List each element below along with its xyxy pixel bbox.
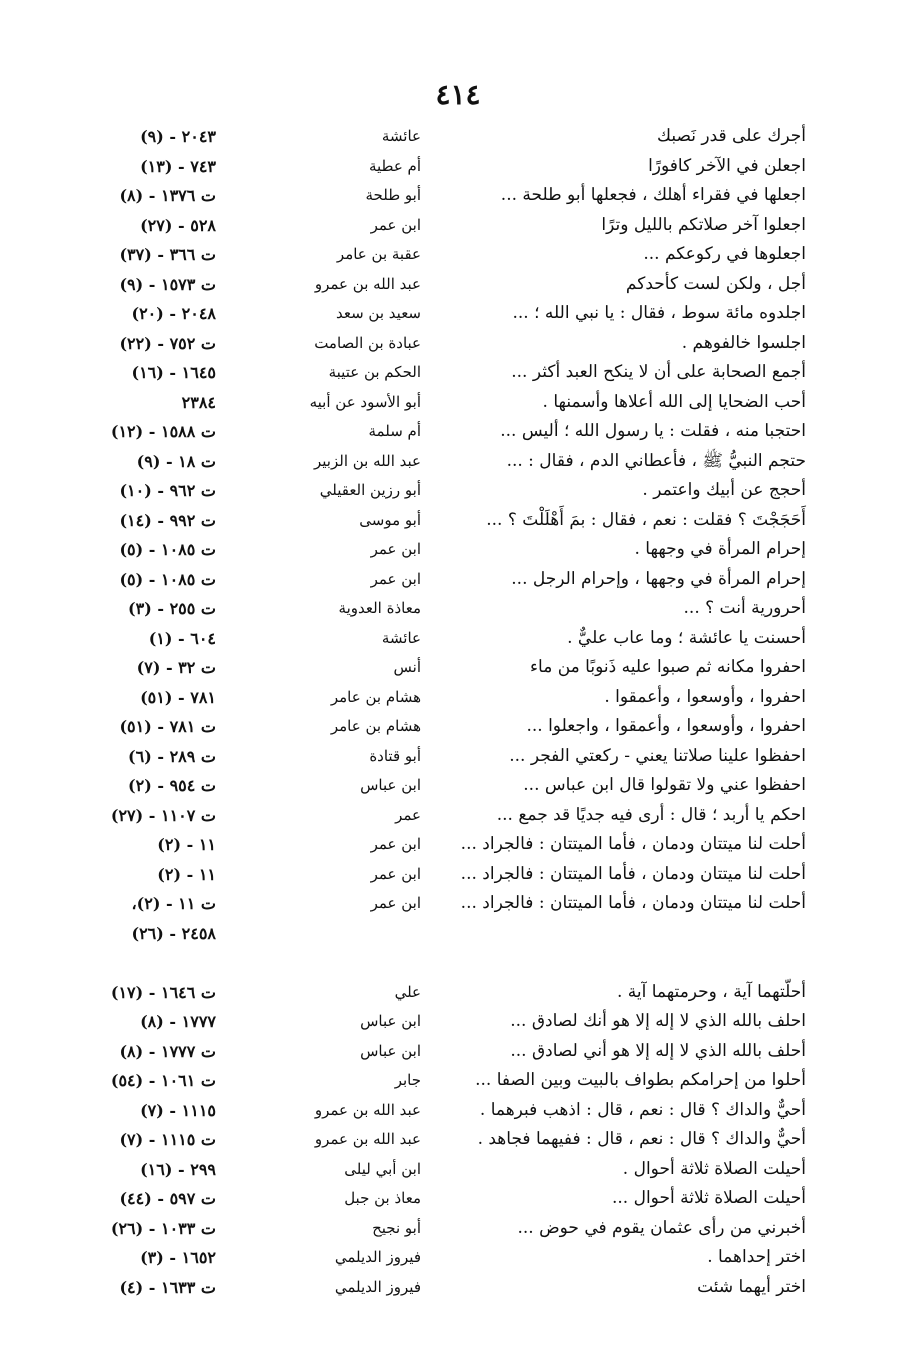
hadith-text: أحلت لنا ميتتان ودمان ، فأما الميتتان : فالجراد ...: [460, 863, 806, 884]
hadith-text: اجعلن في الآخر كافورًا: [648, 155, 806, 176]
narrator-name: هشام بن عامر: [330, 717, 421, 735]
narrator-name: أنس: [393, 658, 421, 676]
hadith-text: أحيلت الصلاة ثلاثة أحوال .: [622, 1158, 806, 1179]
hadith-text: اجلدوه مائة سوط ، فقال : يا نبي الله ؛ ...: [512, 303, 806, 323]
hadith-reference: ١٦٤٥ - (١٦): [131, 363, 216, 382]
index-entry-row: [0, 889, 916, 919]
narrator-name: فيروز الديلمي: [334, 1248, 421, 1266]
hadith-text: أحرورية أنت ؟ ...: [683, 598, 806, 618]
hadith-reference: ت ٩٩٢ - (١٤): [119, 510, 216, 530]
hadith-reference: ت ١١١٥ - (٧): [119, 1130, 216, 1149]
hadith-text: أَحَجَجْتَ ؟ فقلت : نعم ، فقال : بمَ أَهْلَلْتَ ؟ ...: [486, 509, 806, 530]
index-entry-row: [0, 329, 916, 359]
narrator-name: ابن عمر: [370, 215, 421, 234]
index-entry-row: [0, 1007, 916, 1037]
narrator-name: عبد الله بن عمرو: [314, 274, 421, 293]
index-entry-row: [0, 417, 916, 447]
hadith-text: حتجم النبيُّ ﷺ ، فأعطاني الدم ، فقال : ...: [506, 450, 806, 471]
narrator-name: هشام بن عامر: [330, 687, 421, 706]
index-entry-row: [0, 181, 916, 211]
hadith-text: اجعلوا آخر صلاتكم بالليل وترًا: [601, 214, 806, 235]
index-entry-row: [0, 653, 916, 683]
narrator-name: ابن عمر: [370, 864, 421, 883]
hadith-reference: ت ٩٥٤ - (٢): [128, 776, 216, 795]
index-entry-row: [0, 535, 916, 565]
hadith-text: أحيلت الصلاة ثلاثة أحوال ...: [611, 1188, 806, 1208]
index-entries: [0, 122, 916, 1302]
hadith-reference: ت ٣٦٦ - (٣٧): [119, 245, 216, 264]
hadith-reference: ت ٢٨٩ - (٦): [128, 746, 216, 766]
hadith-reference: ت ١٥٨٨ - (١٢): [110, 422, 216, 441]
hadith-text: احلف بالله الذي لا إله إلا هو أنك لصادق ...: [510, 1011, 806, 1031]
hadith-text: احفروا ، وأوسعوا ، وأعمقوا ، واجعلوا ...: [526, 716, 806, 736]
narrator-name: أبو نجيح: [372, 1218, 421, 1237]
hadith-reference: ت ١٠٦١ - (٥٤): [110, 1071, 216, 1090]
index-entry-row: [0, 506, 916, 536]
hadith-reference: ٢٩٩ - (١٦): [140, 1159, 216, 1179]
narrator-name: ابن عمر: [370, 835, 421, 853]
index-entry-row: [0, 358, 916, 388]
hadith-reference: ت ١٠٣٣ - (٢٦): [110, 1218, 216, 1238]
narrator-name: عبد الله بن عمرو: [314, 1100, 421, 1119]
hadith-text: اختر أيهما شئت: [697, 1276, 806, 1297]
hadith-text: احفظوا علينا صلاتنا يعني - ركعتي الفجر ...: [509, 745, 806, 766]
index-entry-row: [0, 1037, 916, 1067]
hadith-text: أجمع الصحابة على أن لا ينكح العبد أكثر ...: [511, 362, 806, 382]
hadith-text: احفروا ، وأوسعوا ، وأعمقوا .: [604, 686, 806, 707]
index-entry-row: [0, 270, 916, 300]
narrator-name: فيروز الديلمي: [334, 1277, 421, 1296]
hadith-text: إحرام المرأة في وجهها .: [634, 539, 806, 559]
hadith-text: اجعلها في فقراء أهلك ، فجعلها أبو طلحة ...: [500, 185, 806, 205]
narrator-name: عبد الله بن عمرو: [314, 1130, 421, 1148]
index-entry-row: [0, 1243, 916, 1273]
narrator-name: معاذ بن جبل: [344, 1189, 421, 1207]
narrator-name: ابن أبي ليلى: [344, 1159, 421, 1178]
hadith-text: أحلّتهما آية ، وحرمتهما آية .: [616, 981, 806, 1002]
narrator-name: عقبة بن عامر: [336, 245, 421, 263]
index-entry-row: [0, 299, 916, 329]
narrator-name: أبو قتادة: [369, 746, 421, 765]
hadith-reference: ت ١٣٧٦ - (٨): [119, 186, 216, 205]
narrator-name: أبو طلحة: [365, 186, 421, 204]
narrator-name: أم سلمة: [368, 422, 421, 440]
hadith-text: أحب الضحايا إلى الله أعلاها وأسمنها .: [542, 391, 806, 412]
narrator-name: سعيد بن سعد: [335, 304, 421, 322]
hadith-text: اجلسوا خالفوهم .: [681, 332, 806, 353]
index-entry-row: [0, 1184, 916, 1214]
narrator-name: الحكم بن عتيبة: [328, 363, 421, 381]
hadith-text: احكم يا أربد ؛ قال : أرى فيه جديًا قد جمع ...: [496, 804, 806, 825]
narrator-name: ابن عباس: [360, 1012, 421, 1030]
hadith-text: أخبرني من رأى عثمان يقوم في حوض ...: [517, 1217, 806, 1238]
index-entry-row: [0, 801, 916, 831]
index-entry-row: [0, 211, 916, 241]
narrator-name: عبد الله بن الزبير: [314, 451, 421, 470]
index-entry-row: [0, 1155, 916, 1185]
hadith-reference: ٦٠٤ - (١): [148, 628, 216, 648]
hadith-reference: ت ١٠٨٥ - (٥): [119, 540, 216, 559]
index-entry-row: [0, 712, 916, 742]
hadith-reference: ت ١١ - (٢)،: [131, 894, 216, 913]
hadith-reference: ت ٩٦٢ - (١٠): [119, 481, 216, 500]
hadith-reference: ت ٧٨١ - (٥١): [119, 717, 216, 736]
hadith-reference: ٢٠٤٨ - (٢٠): [131, 304, 216, 323]
hadith-reference: ت ١٨ - (٩): [136, 451, 216, 471]
index-entry-row: [0, 1066, 916, 1096]
hadith-text: أحلوا من إحرامكم بطواف بالبيت وبين الصفا ...: [475, 1070, 806, 1090]
narrator-name: أبو الأسود عن أبيه: [309, 392, 421, 411]
index-entry-row: [0, 565, 916, 595]
narrator-name: ابن عباس: [360, 1041, 421, 1060]
index-entry-row: [0, 476, 916, 506]
hadith-text: أحلت لنا ميتتان ودمان ، فأما الميتتان : فالجراد ...: [460, 893, 806, 913]
narrator-name: عبادة بن الصامت: [314, 333, 421, 352]
hadith-text: احفروا مكانه ثم صبوا عليه ذَنوبًا من ماء: [530, 657, 806, 677]
hadith-reference: ١١ - (٢): [157, 835, 216, 854]
hadith-reference: ت ١٠٨٥ - (٥): [119, 569, 216, 589]
index-entry-row: [0, 978, 916, 1008]
row-spacer: [0, 948, 916, 978]
hadith-text: اجعلوها في ركوعكم ...: [643, 244, 806, 264]
narrator-name: أبو رزين العقيلي: [319, 481, 421, 499]
hadith-reference: ١٧٧٧ - (٨): [140, 1012, 216, 1031]
hadith-text: أحلف بالله الذي لا إله إلا هو أني لصادق ...: [510, 1040, 806, 1061]
hadith-reference: ١٦٥٢ - (٣): [140, 1248, 216, 1267]
hadith-text: احفظوا عني ولا تقولوا قال ابن عباس ...: [523, 775, 806, 795]
hadith-text: أحجج عن أبيك واعتمر .: [642, 480, 806, 500]
index-entry-row: [0, 1096, 916, 1126]
index-entry-row: [0, 860, 916, 890]
narrator-name: ابن عمر: [370, 894, 421, 912]
hadith-reference: ٧٤٣ - (١٣): [140, 156, 216, 176]
narrator-name: أبو موسى: [359, 510, 421, 529]
hadith-reference: ت ٥٩٧ - (٤٤): [119, 1189, 216, 1208]
hadith-text: أجل ، ولكن لست كأحدكم: [625, 273, 806, 294]
index-entry-row: [0, 1273, 916, 1303]
hadith-reference: ت ١٦٤٦ - (١٧): [110, 982, 216, 1002]
hadith-reference: ٢٤٥٨ - (٢٦): [131, 923, 216, 943]
hadith-text: أجرك على قدر نَصبك: [657, 126, 806, 146]
hadith-reference: ت ١٦٣٣ - (٤): [119, 1277, 216, 1297]
narrator-name: ابن عمر: [370, 569, 421, 588]
hadith-reference: ١١ - (٢): [157, 864, 216, 884]
index-entry-row: [0, 447, 916, 477]
narrator-name: علي: [394, 982, 421, 1001]
hadith-reference: ت ١٥٧٣ - (٩): [119, 274, 216, 294]
index-entry-row: [0, 122, 916, 152]
hadith-text: أحيٌّ والداك ؟ قال : نعم ، قال : اذهب فبرهما .: [479, 1099, 806, 1120]
page-number: ٤١٤: [435, 78, 481, 111]
hadith-reference: ت ١٧٧٧ - (٨): [119, 1041, 216, 1061]
index-entry-row: [0, 683, 916, 713]
hadith-reference: ٢٣٨٤: [181, 392, 216, 412]
index-entry-row: [0, 388, 916, 418]
hadith-reference: ت ٢٥٥ - (٣): [128, 599, 216, 618]
narrator-name: أم عطية: [368, 156, 421, 175]
narrator-name: جابر: [394, 1071, 421, 1089]
narrator-name: معاذة العدوية: [338, 599, 421, 617]
hadith-reference: ٥٢٨ - (٢٧): [140, 215, 216, 235]
index-entry-row: [0, 742, 916, 772]
narrator-name: ابن عمر: [370, 540, 421, 558]
hadith-reference: ت ٣٢ - (٧): [136, 658, 216, 677]
index-entry-row: [0, 830, 916, 860]
hadith-reference: ت ١١٠٧ - (٢٧): [110, 805, 216, 825]
index-entry-row: [0, 594, 916, 624]
index-entry-row: [0, 240, 916, 270]
index-entry-row: [0, 1125, 916, 1155]
hadith-text: أحلت لنا ميتتان ودمان ، فأما الميتتان : فالجراد ...: [460, 834, 806, 854]
narrator-name: ابن عباس: [360, 776, 421, 794]
hadith-text: أحيٌّ والداك ؟ قال : نعم ، قال : ففيهما فجاهد .: [477, 1129, 806, 1149]
hadith-text: احتجبا منه ، فقلت : يا رسول الله ؛ أليس ...: [500, 421, 806, 441]
narrator-name: عائشة: [381, 127, 421, 145]
narrator-name: عمر: [395, 805, 421, 824]
hadith-reference: ٢٠٤٣ - (٩): [140, 127, 216, 146]
index-entry-row: [0, 919, 916, 949]
index-entry-row: [0, 1214, 916, 1244]
hadith-text: اختر إحداهما .: [707, 1247, 806, 1267]
narrator-name: عائشة: [381, 628, 421, 647]
hadith-reference: ت ٧٥٢ - (٢٢): [119, 333, 216, 353]
index-entry-row: [0, 624, 916, 654]
hadith-text: إحرام المرأة في وجهها ، وإحرام الرجل ...: [511, 568, 806, 589]
hadith-reference: ١١١٥ - (٧): [140, 1100, 216, 1120]
hadith-reference: ٧٨١ - (٥١): [140, 687, 216, 707]
index-entry-row: [0, 771, 916, 801]
index-entry-row: [0, 152, 916, 182]
hadith-text: أحسنت يا عائشة ؛ وما عاب عليٌّ .: [567, 627, 806, 648]
